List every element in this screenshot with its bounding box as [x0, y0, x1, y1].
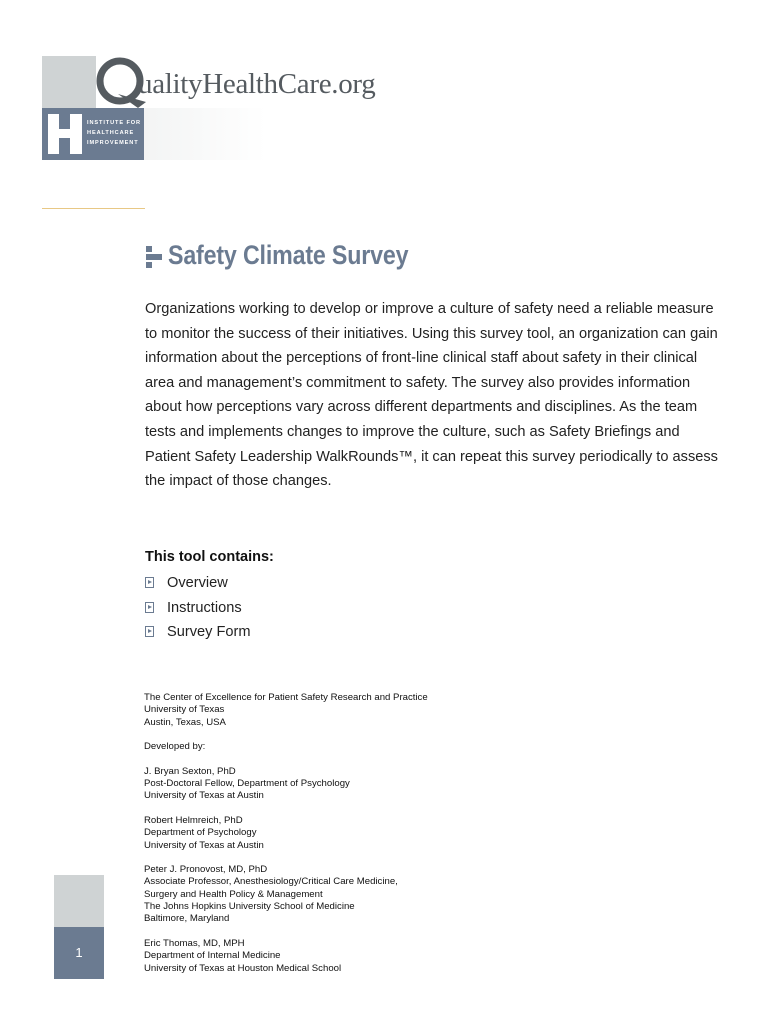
- developed-by-label: Developed by:: [144, 741, 206, 753]
- list-item: Overview: [145, 573, 251, 598]
- play-icon: [145, 626, 154, 637]
- page-marker-grey: [54, 875, 104, 927]
- credit-line: The Center of Excellence for Patient Safety Research and Practice: [144, 692, 428, 703]
- credit-line: University of Texas at Austin: [144, 839, 264, 851]
- author-name: Peter J. Pronovost, MD, PhD: [144, 864, 268, 876]
- logo-grey-block: [42, 56, 96, 108]
- credit-line: University of Texas at Austin: [144, 790, 264, 802]
- title-bullet-icon: [146, 246, 162, 268]
- author-name: Robert Helmreich, PhD: [144, 814, 243, 826]
- intro-paragraph: Organizations working to develop or improve a culture of safety need a reliable measure to monitor the success of their initiatives. Using this survey tool, an organization can gain information about the perceptions of front-line clinical staff about safety in their clinical area and management’s commitment to safety. The survey also provides information about how perceptions vary across different departments and disciplines. As the team tests and implements changes to improve the culture, such as Safety Briefings and Patient Safety Leadership WalkRounds™, it can repeat this survey periodically to assess the impact of those changes.: [145, 301, 718, 490]
- page-number: 1: [54, 927, 104, 979]
- list-item: Instructions: [145, 598, 251, 623]
- author-name: Eric Thomas, MD, MPH: [144, 937, 245, 949]
- ihi-logo-text: INSTITUTE FOR HEALTHCARE IMPROVEMENT: [87, 120, 141, 146]
- ihi-logo: [42, 108, 144, 160]
- credit-line: Surgery and Health Policy & Management: [144, 888, 323, 900]
- ihi-h-icon: [48, 114, 82, 154]
- gold-divider: [42, 208, 145, 209]
- tool-contents-list: [145, 573, 251, 647]
- play-icon: [145, 577, 154, 588]
- credit-line: University of Texas: [144, 704, 225, 716]
- credit-line: Department of Psychology: [144, 827, 257, 839]
- tool-contents-heading: This tool contains:: [145, 549, 274, 565]
- author-name: J. Bryan Sexton, PhD: [144, 765, 236, 777]
- credit-line: University of Texas at Houston Medical School: [144, 962, 342, 974]
- credits-block: [144, 692, 428, 975]
- page-title: Safety Climate Survey: [168, 240, 409, 270]
- credit-line: Post-Doctoral Fellow, Department of Psychology: [144, 778, 350, 790]
- credit-line: Department of Internal Medicine: [144, 950, 281, 962]
- credit-line: Associate Professor, Anesthesiology/Critical Care Medicine,: [144, 876, 398, 888]
- credit-line: Baltimore, Maryland: [144, 913, 230, 925]
- play-icon: [145, 602, 154, 613]
- credit-line: Austin, Texas, USA: [144, 716, 226, 728]
- credit-line: The Johns Hopkins University School of Medicine: [144, 901, 355, 913]
- list-item: Survey Form: [145, 622, 251, 647]
- site-logo-text: ualityHealthCare.org: [138, 68, 376, 100]
